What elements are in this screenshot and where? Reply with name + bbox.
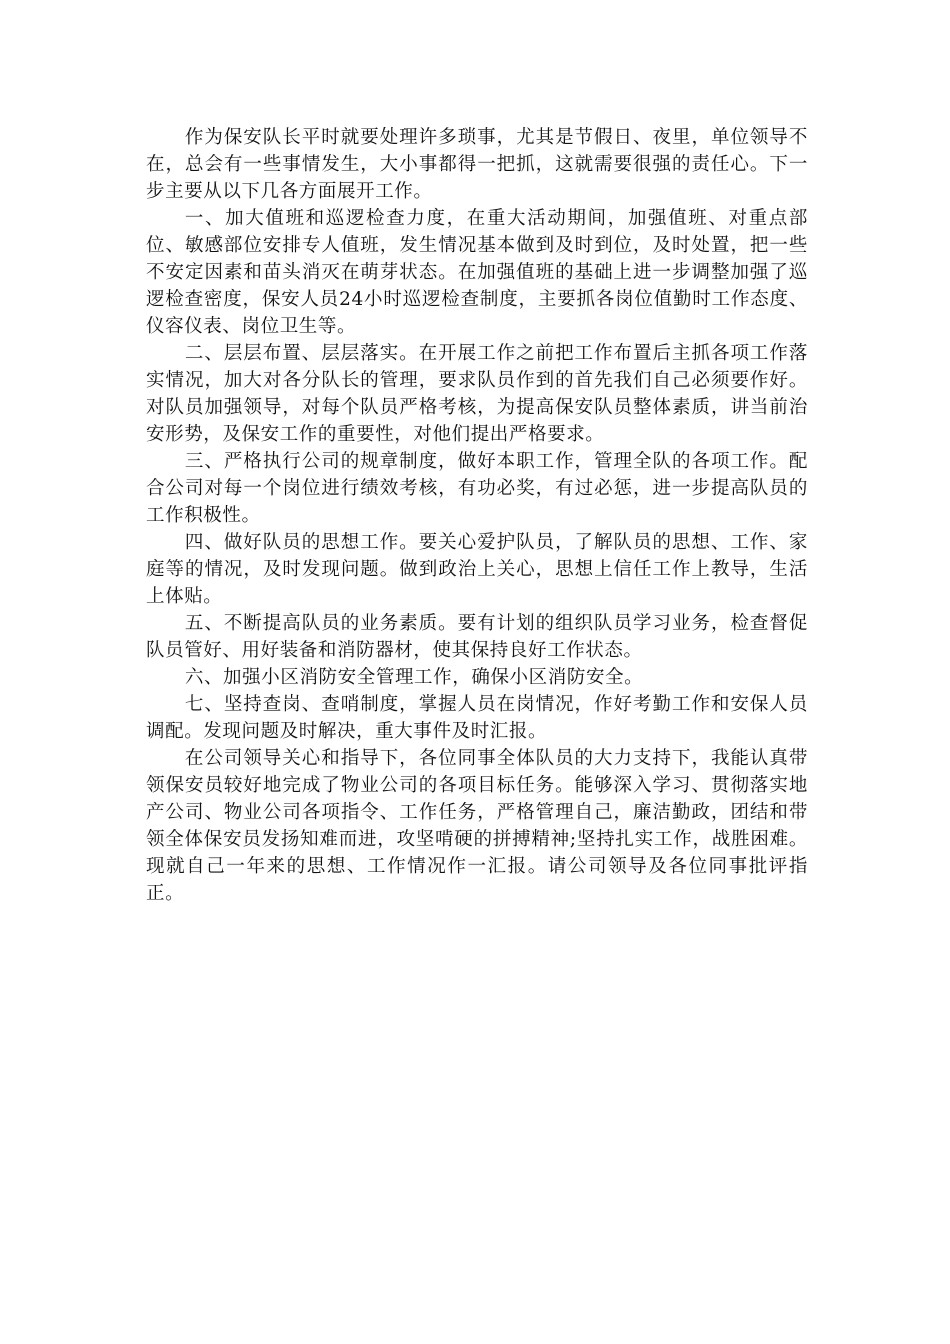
paragraph-item-1: 一、加大值班和巡逻检查力度，在重大活动期间，加强值班、对重点部位、敏感部位安排专人值班，发生情况基本做到及时到位，及时处置，把一些不安定因素和苗头消灭在萌芽状态。在加强值班的基础上进一步调整加强了巡逻检查密度，保安人员24小时巡逻检查制度，主要抓各岗位值勤时工作态度、仪容仪表、岗位卫生等。 [146, 208, 808, 337]
paragraph-item-2: 二、层层布置、层层落实。在开展工作之前把工作布置后主抓各项工作落实情况，加大对各分队长的管理，要求队员作到的首先我们自己必须要作好。对队员加强领导，对每个队员严格考核，为提高保安队员整体素质，讲当前治安形势，及保安工作的重要性，对他们提出严格要求。 [146, 343, 808, 445]
paragraph-item-6: 六、加强小区消防安全管理工作，确保小区消防安全。 [184, 667, 644, 688]
document-body [146, 124, 808, 907]
paragraph-conclusion: 在公司领导关心和指导下，各位同事全体队员的大力支持下，我能认真带领保安员较好地完成了物业公司的各项目标任务。能够深入学习、贯彻落实地产公司、物业公司各项指令、工作任务，严格管理自己，廉洁勤政，团结和带领全体保安员发扬知难而进，攻坚啃硬的拼搏精神;坚持扎实工作，战胜困难。现就自己一年来的思想、工作情况作一汇报。请公司领导及各位同事批评指正。 [146, 748, 808, 904]
paragraph-item-4: 四、做好队员的思想工作。要关心爱护队员，了解队员的思想、工作、家庭等的情况，及时发现问题。做到政治上关心，思想上信任工作上教导，生活上体贴。 [146, 532, 808, 607]
paragraph-item-3: 三、严格执行公司的规章制度，做好本职工作，管理全队的各项工作。配合公司对每一个岗位进行绩效考核，有功必奖，有过必惩，进一步提高队员的工作积极性。 [146, 451, 808, 526]
paragraph-item-7: 七、坚持查岗、查哨制度，掌握人员在岗情况，作好考勤工作和安保人员调配。发现问题及时解决，重大事件及时汇报。 [146, 694, 808, 742]
paragraph-intro: 作为保安队长平时就要处理许多琐事，尤其是节假日、夜里，单位领导不在，总会有一些事情发生，大小事都得一把抓，这就需要很强的责任心。下一步主要从以下几各方面展开工作。 [146, 127, 808, 202]
paragraph-item-5: 五、不断提高队员的业务素质。要有计划的组织队员学习业务，检查督促队员管好、用好装备和消防器材，使其保持良好工作状态。 [146, 613, 808, 661]
